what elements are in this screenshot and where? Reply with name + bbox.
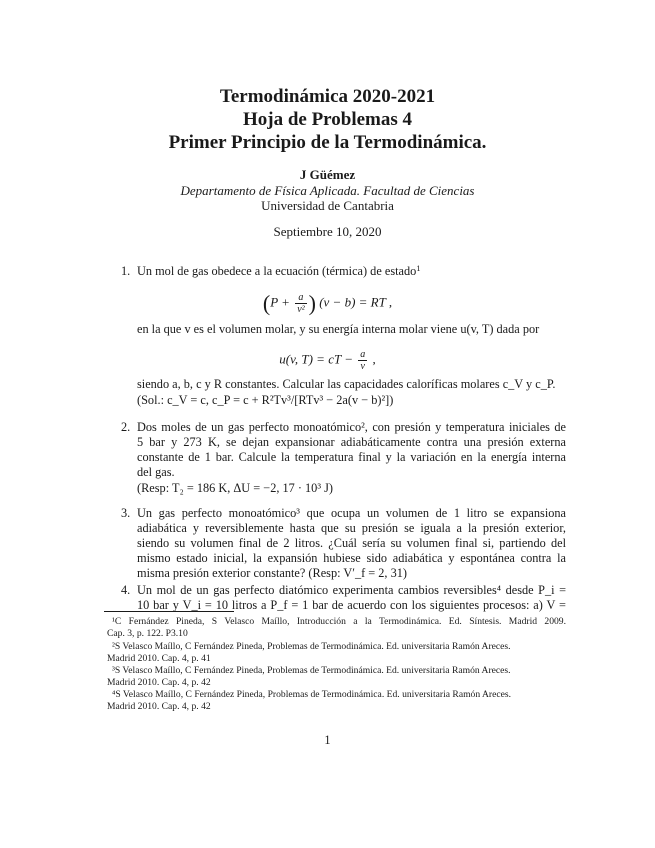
problem-2-line: Dos moles de un gas perfecto monoatómico², con presión y temperatura iniciales de [137,420,566,434]
footnote-2: ²S Velasco Maíllo, C Fernández Pineda, Problemas de Termodinámica. Ed. universitaria Ramón Areces. [112,641,511,652]
title-course: Termodinámica 2020-2021 [219,86,436,107]
problem-3-line: misma presión exterior constante? (Resp: V′_f = 2, 31) [137,566,407,580]
problem-4-line: 10 bar y V_i = 10 litros a P_f = 1 bar de acuerdo con los siguientes procesos: a) V = [137,598,566,612]
footnote-1: ¹C Fernández Pineda, S Velasco Maíllo, Introducción a la Termodinámica. Ed. Síntesis. Madrid 2009. [112,616,566,627]
footnote-1-cont: Cap. 3, p. 122. P3.10 [107,628,188,639]
problem-3-line: Un gas perfecto monoatómico³ que ocupa un volumen de 1 litro se expansiona [137,506,566,520]
page-number: 1 [324,733,331,747]
date: Septiembre 10, 2020 [273,224,382,239]
footnote-2-cont: Madrid 2010. Cap. 4, p. 41 [107,653,211,664]
equation-energy: u(v, T) = cT − $\frac{a}{v}$ , [279,349,376,372]
department: Departamento de Física Aplicada. Facultad de Ciencias [180,183,475,198]
footnote-3: ³S Velasco Maíllo, C Fernández Pineda, Problemas de Termodinámica. Ed. universitaria Ramón Areces. [112,665,511,676]
problem-3-line: mismo estado inicial, la expansión hubiese sido adiabática y espontánea contra la [137,551,566,565]
author: J Güémez [299,167,356,182]
problem-number: 3. [121,506,131,520]
problem-4-line: Un mol de un gas perfecto diatómico experimenta cambios reversibles⁴ desde P_i = [137,583,566,597]
footnote-rule [104,611,234,612]
problem-2-line: 5 bar y 273 K, se dejan expansionar adiabáticamente contra una presión externa [137,435,566,449]
problem-number: 4. [121,583,131,597]
problem-1-intro: Un mol de gas obedece a la ecuación (térmica) de estado$^1$ [137,263,421,278]
problem-2-line: constante de 1 bar. Calcule la temperatura final y la variación en la energía interna [137,450,566,464]
title-topic: Primer Principio de la Termodinámica. [168,132,487,153]
problem-1-question: siendo a, b, c y R constantes. Calcular las capacidades caloríficas molares c_V y c_P. [137,377,556,391]
problem-3-line: adiabática y reversiblemente hasta que su presión se iguala a la presión exterior, [137,521,566,535]
problem-2-line: del gas. [137,465,175,479]
university: Universidad de Cantabria [261,198,394,213]
problem-number: 2. [121,420,131,434]
footnote-3-cont: Madrid 2010. Cap. 4, p. 42 [107,677,211,688]
equation-state: (P + $\frac{a}{\text{v²}}$ ) (v − b) = RT , [262,290,393,316]
title-sheet: Hoja de Problemas 4 [242,109,413,130]
problem-1-middle: en la que v es el volumen molar, y su energía interna molar viene u(v, T) dada por [137,322,540,336]
footnote-4-cont: Madrid 2010. Cap. 4, p. 42 [107,701,211,712]
problem-3-line: siendo su volumen final de 2 litros. ¿Cuál sería su volumen final si, partiendo del [137,536,566,550]
problem-number: 1. [121,264,131,278]
problem-1-solution: (Sol.: c_V = c, c_P = c + R²Tv³/[RTv³ − 2a(v − b)²]) [137,393,394,407]
footnote-4: ⁴S Velasco Maíllo, C Fernández Pineda, Problemas de Termodinámica. Ed. universitaria Ramón Areces. [112,689,512,700]
problem-2-answer: (Resp: T₂ = 186 K, ΔU = −2, 17 · 10³ J) [137,481,333,495]
